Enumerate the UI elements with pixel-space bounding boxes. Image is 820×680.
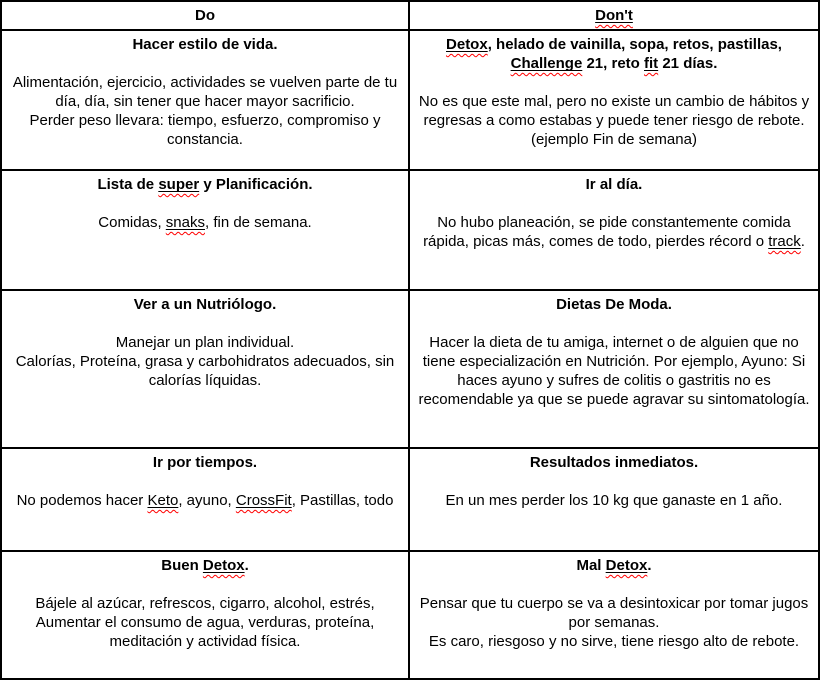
cell-paragraph: Comidas, snaks, fin de semana.: [98, 214, 312, 231]
cell-heading: Dietas De Moda.: [556, 296, 672, 313]
cell-paragraph: Bájele al azúcar, refrescos, cigarro, alcohol, estrés, Aumentar el consumo de agua, verduras, proteína, meditación y actividad física.: [35, 595, 375, 650]
table-row: [2, 171, 818, 291]
do-cell-nutritionist: [2, 291, 410, 447]
cell-paragraph: En un mes perder los 10 kg que ganaste en 1 año.: [445, 492, 783, 509]
column-header-do: [2, 2, 410, 29]
dont-cell-fad-diets: [410, 291, 818, 447]
cell-heading: Lista de super y Planificación.: [97, 176, 313, 193]
cell-heading: Mal Detox.: [576, 557, 652, 574]
column-header-dont-label: [595, 7, 633, 24]
misspelled-underlined-word: Challenge: [510, 55, 583, 72]
cell-heading: Ver a un Nutriólogo.: [133, 296, 277, 313]
do-cell-planning: [2, 171, 410, 289]
cell-paragraph: No hubo planeación, se pide constantemente comida rápida, picas más, comes de todo, pierdes récord o track.: [423, 214, 805, 250]
do-cell-lifestyle: [2, 31, 410, 169]
cell-paragraph: No es que este mal, pero no existe un cambio de hábitos y regresas a como estabas y puede tener riesgo de rebote. (ejemplo Fin de semana): [418, 93, 810, 148]
dont-cell-detox-fads: [410, 31, 818, 169]
cell-paragraph: Alimentación, ejercicio, actividades se vuelven parte de tu día, día, sin tener que hacer mayor sacrificio.: [12, 74, 398, 110]
cell-paragraph: Hacer la dieta de tu amiga, internet o de alguien que no tiene especialización en Nutrición. Por ejemplo, Ayuno: Si haces ayuno y sufres de colitis o gastritis no es recomendable ya que se puede agravar su sintomatología.: [418, 334, 810, 408]
do-cell-pacing: [2, 449, 410, 550]
dont-cell-bad-detox: [410, 552, 818, 678]
cell-paragraph: Manejar un plan individual.: [115, 334, 295, 351]
misspelled-underlined-word: fit: [644, 55, 659, 72]
cell-heading: Ir al día.: [585, 176, 643, 193]
dont-cell-instant-results: [410, 449, 818, 550]
cell-heading: Ir por tiempos.: [152, 454, 258, 471]
column-header-do-label: Do: [195, 7, 215, 24]
misspelled-underlined-word: CrossFit: [235, 492, 292, 509]
table-row: [2, 31, 818, 171]
cell-heading: Resultados inmediatos.: [529, 454, 699, 471]
table-row: [2, 552, 818, 678]
do-cell-good-detox: [2, 552, 410, 678]
misspelled-underlined-word: Don't: [595, 7, 633, 24]
misspelled-underlined-word: Detox: [202, 557, 245, 574]
cell-heading: Hacer estilo de vida.: [132, 36, 278, 53]
misspelled-underlined-word: snaks: [165, 214, 205, 231]
cell-heading: Buen Detox.: [161, 557, 249, 574]
cell-paragraph: Perder peso llevara: tiempo, esfuerzo, compromiso y constancia.: [29, 112, 381, 148]
table-row: [2, 449, 818, 552]
cell-heading: Detox, helado de vainilla, sopa, retos, pastillas, Challenge 21, reto fit 21 días.: [446, 36, 782, 72]
cell-paragraph: Calorías, Proteína, grasa y carbohidratos adecuados, sin calorías líquidas.: [15, 353, 395, 389]
misspelled-underlined-word: Detox: [446, 36, 488, 53]
cell-paragraph: Pensar que tu cuerpo se va a desintoxicar por tomar jugos por semanas.: [419, 595, 809, 631]
table-row: [2, 291, 818, 449]
misspelled-underlined-word: Keto: [147, 492, 179, 509]
cell-paragraph: Es caro, riesgoso y no sirve, tiene riesgo alto de rebote.: [428, 633, 800, 650]
cell-paragraph: No podemos hacer Keto, ayuno, CrossFit, Pastillas, todo: [16, 492, 394, 509]
column-header-dont: [410, 2, 818, 29]
misspelled-underlined-word: super: [158, 176, 200, 193]
dont-cell-day-by-day: [410, 171, 818, 289]
misspelled-underlined-word: track: [768, 233, 801, 250]
misspelled-underlined-word: Detox: [605, 557, 648, 574]
table-header-row: [2, 2, 818, 31]
